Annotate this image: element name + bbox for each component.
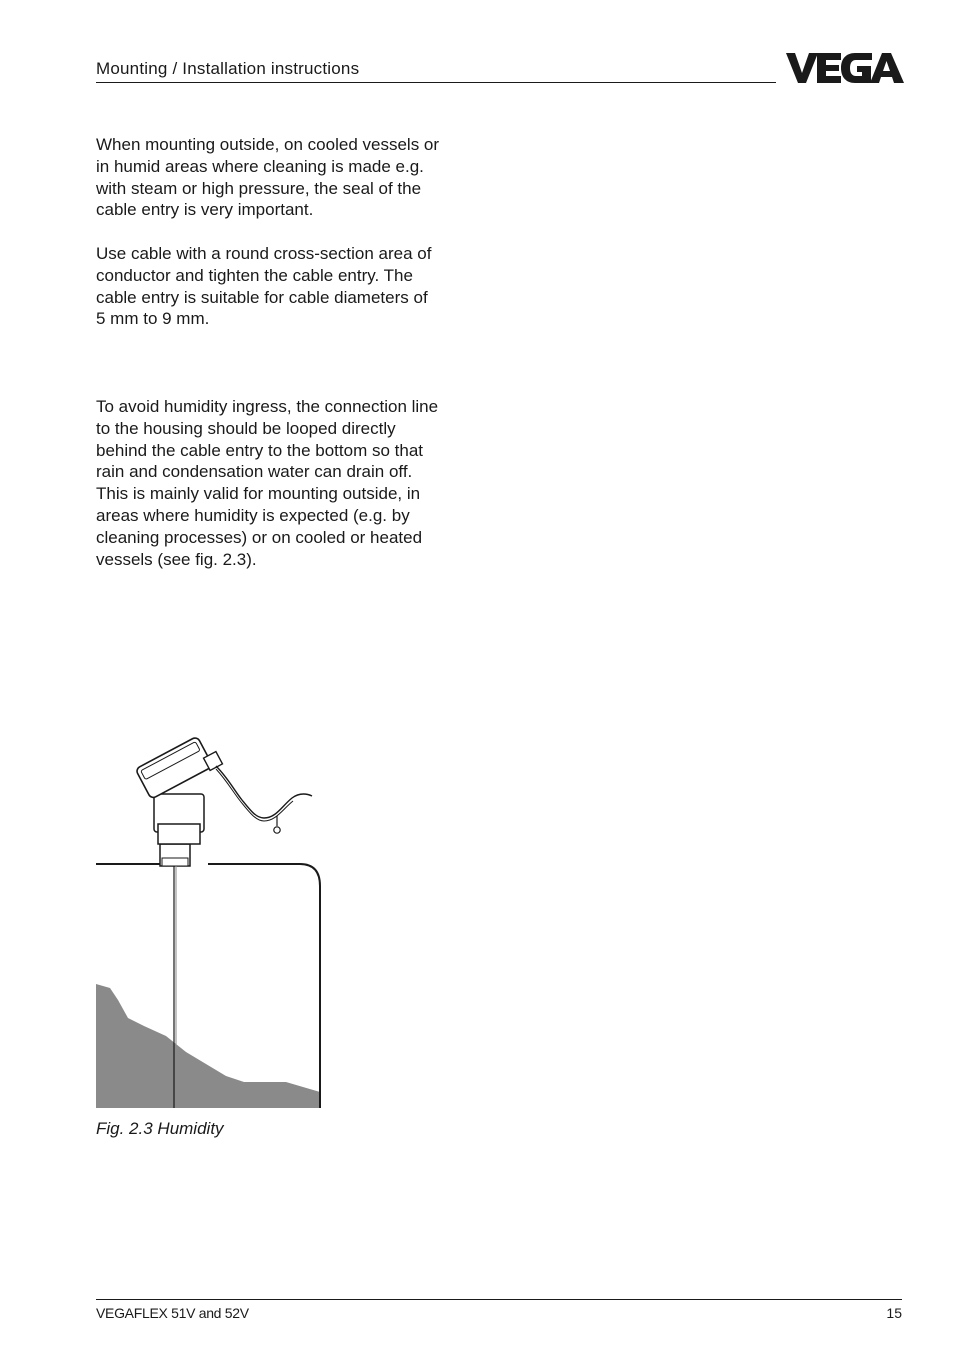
text-line: behind the cable entry to the bottom so that [96,440,423,460]
vega-logo [786,51,904,85]
text-line: vessels (see fig. 2.3). [96,549,257,569]
paragraph-cable-diameter [96,243,488,330]
header-divider [96,82,776,83]
text-line: rain and condensation water can drain off. [96,462,413,482]
text-line: 5 mm to 9 mm. [96,309,210,329]
sensor-on-vessel-illustration [96,726,322,1110]
text-line: areas where humidity is expected (e.g. by [96,505,410,525]
footer-divider [96,1299,902,1300]
text-line: cleaning processes) or on cooled or heated [96,527,423,547]
connection-cable [216,766,312,818]
text-line: cable entry is suitable for cable diameters of [96,287,428,307]
section-title: Mounting / Installation instructions [96,59,360,78]
bulk-material-fill [96,984,320,1108]
footer-product: VEGAFLEX 51V and 52V [96,1305,249,1321]
text-line: Use cable with a round cross-section area of [96,244,432,263]
text-line: to the housing should be looped directly [96,418,396,438]
figure-caption: Fig. 2.3 Humidity [96,1119,224,1138]
text-line: cable entry is very important. [96,200,314,220]
paragraph-humidity [96,396,488,570]
text-line: conductor and tighten the cable entry. The [96,265,413,285]
water-drop-icon [274,827,280,833]
paragraph-cable-seal [96,134,488,221]
page-number: 15 [886,1305,902,1321]
text-line: with steam or high pressure, the seal of the [96,178,422,198]
text-line: in humid areas where cleaning is made e.g. [96,156,424,176]
text-line: To avoid humidity ingress, the connection line [96,397,439,416]
text-line: This is mainly valid for mounting outside, in [96,484,421,504]
text-line: When mounting outside, on cooled vessels or [96,135,440,154]
